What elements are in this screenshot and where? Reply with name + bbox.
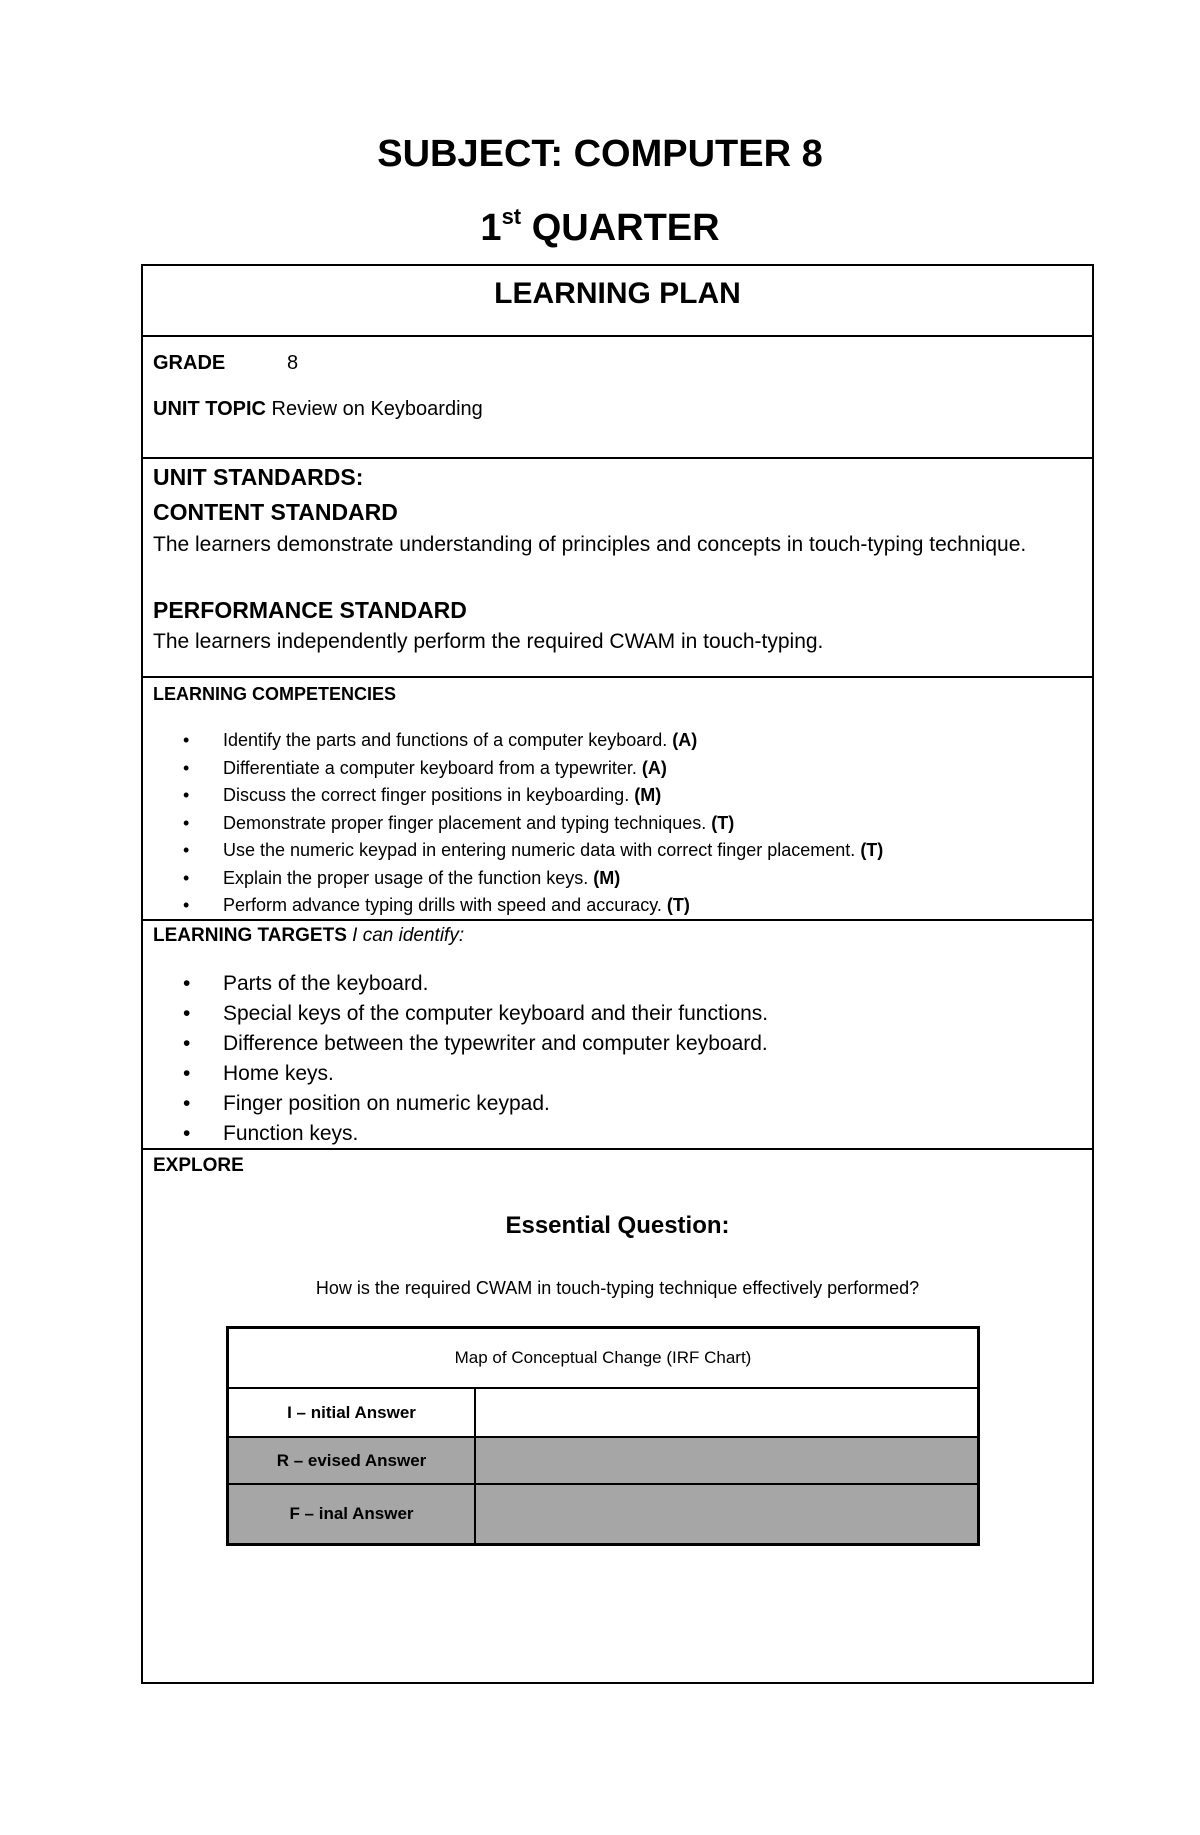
bullet-icon: •: [183, 867, 190, 888]
performance-standard-text: The learners independently perform the required CWAM in touch-typing.: [153, 630, 824, 653]
competency-item: [143, 892, 883, 920]
competency-code: (T): [666, 895, 690, 915]
unit-topic-label: UNIT TOPIC: [153, 398, 266, 420]
learning-targets-label: LEARNING TARGETS: [153, 925, 347, 946]
competency-item: [143, 755, 883, 783]
competency-text: Differentiate a computer keyboard from a typewriter.: [223, 757, 642, 778]
target-text: Home keys.: [223, 1062, 334, 1085]
bullet-icon: •: [183, 1002, 191, 1025]
target-item: [143, 1029, 768, 1059]
learning-plan-header: [143, 266, 1092, 337]
explore-section: [143, 1150, 1092, 1682]
competency-code: (M): [634, 785, 662, 805]
targets-list: [143, 969, 768, 1149]
irf-row-revised: [228, 1437, 979, 1484]
competency-code: (T): [860, 840, 884, 860]
irf-chart-caption: Map of Conceptual Change (IRF Chart): [228, 1328, 979, 1389]
target-text: Special keys of the computer keyboard and their functions.: [223, 1002, 769, 1025]
subject-title: SUBJECT: COMPUTER 8: [377, 133, 823, 175]
irf-final-answer-cell[interactable]: [475, 1484, 979, 1545]
bullet-icon: •: [183, 840, 190, 860]
competencies-list: [143, 727, 883, 920]
essential-question-title: Essential Question:: [505, 1212, 730, 1239]
learning-competencies-label: LEARNING COMPETENCIES: [153, 684, 397, 704]
essential-question-text: How is the required CWAM in touch-typing technique effectively performed?: [315, 1278, 920, 1298]
content-standard-label: CONTENT STANDARD: [153, 499, 398, 525]
unit-standards-label: UNIT STANDARDS:: [153, 464, 364, 490]
irf-chart-table: [226, 1326, 980, 1546]
competency-code: (A): [672, 730, 698, 750]
competency-item: [143, 810, 883, 838]
bullet-icon: •: [183, 1122, 191, 1145]
competency-item: [143, 837, 883, 865]
competency-text: Perform advance typing drills with speed and accuracy.: [223, 895, 667, 915]
target-item: [143, 1059, 768, 1089]
bullet-icon: •: [183, 895, 190, 915]
learning-targets-section: [143, 921, 1092, 1150]
bullet-icon: •: [183, 1032, 191, 1055]
bullet-icon: •: [183, 730, 190, 750]
quarter-word: QUARTER: [531, 207, 720, 249]
target-text: Difference between the typewriter and computer keyboard.: [223, 1032, 768, 1055]
grade-label: GRADE: [153, 352, 226, 374]
target-item: [143, 999, 768, 1029]
competency-item: [143, 782, 883, 810]
learning-plan-heading: LEARNING PLAN: [494, 277, 741, 310]
grade-topic-section: [143, 337, 1092, 459]
content-standard-text: The learners demonstrate understanding of principles and concepts in touch-typing technique.: [153, 533, 1027, 556]
learning-targets-heading: [153, 924, 464, 948]
unit-topic-value: Review on Keyboarding: [271, 398, 483, 420]
bullet-icon: •: [183, 812, 190, 833]
competency-text: Discuss the correct finger positions in keyboarding.: [223, 785, 635, 805]
irf-revised-label: R – evised Answer: [228, 1437, 476, 1484]
competency-item: [143, 727, 883, 755]
competency-code: (T): [711, 812, 735, 833]
unit-topic-row: [153, 397, 483, 421]
learning-targets-intro: I can identify:: [352, 925, 465, 946]
bullet-icon: •: [183, 972, 191, 995]
learning-plan-table: [141, 264, 1094, 1684]
competency-code: (A): [641, 757, 667, 778]
target-item: [143, 1089, 768, 1119]
competency-text: Demonstrate proper finger placement and typing techniques.: [223, 812, 712, 833]
bullet-icon: •: [183, 1092, 191, 1115]
competency-text: Use the numeric keypad in entering numeric data with correct finger placement.: [223, 840, 861, 860]
target-item: [143, 969, 768, 999]
bullet-icon: •: [183, 757, 190, 778]
explore-label: EXPLORE: [153, 1155, 244, 1176]
grade-value: 8: [287, 352, 299, 374]
irf-row-final: [228, 1484, 979, 1545]
competency-item: [143, 865, 883, 893]
irf-initial-label: I – nitial Answer: [228, 1388, 476, 1437]
irf-row-initial: [228, 1388, 979, 1437]
competency-text: Identify the parts and functions of a computer keyboard.: [223, 730, 673, 750]
quarter-title: [0, 206, 1200, 250]
irf-caption-row: [228, 1328, 979, 1389]
irf-revised-answer-cell[interactable]: [475, 1437, 979, 1484]
bullet-icon: •: [183, 785, 190, 805]
grade-row: [153, 351, 299, 375]
performance-standard-label: PERFORMANCE STANDARD: [153, 597, 467, 623]
bullet-icon: •: [183, 1062, 191, 1085]
quarter-number: 1: [480, 207, 502, 249]
target-text: Parts of the keyboard.: [223, 972, 429, 995]
target-text: Function keys.: [223, 1122, 359, 1145]
irf-initial-answer-cell[interactable]: [475, 1388, 979, 1437]
unit-standards-section: [143, 459, 1092, 678]
irf-final-label: F – inal Answer: [228, 1484, 476, 1545]
learning-competencies-section: [143, 678, 1092, 921]
competency-code: (M): [593, 867, 621, 888]
competency-text: Explain the proper usage of the function keys.: [223, 867, 594, 888]
quarter-superscript: st: [501, 204, 522, 229]
target-text: Finger position on numeric keypad.: [223, 1092, 550, 1115]
target-item: [143, 1119, 768, 1149]
